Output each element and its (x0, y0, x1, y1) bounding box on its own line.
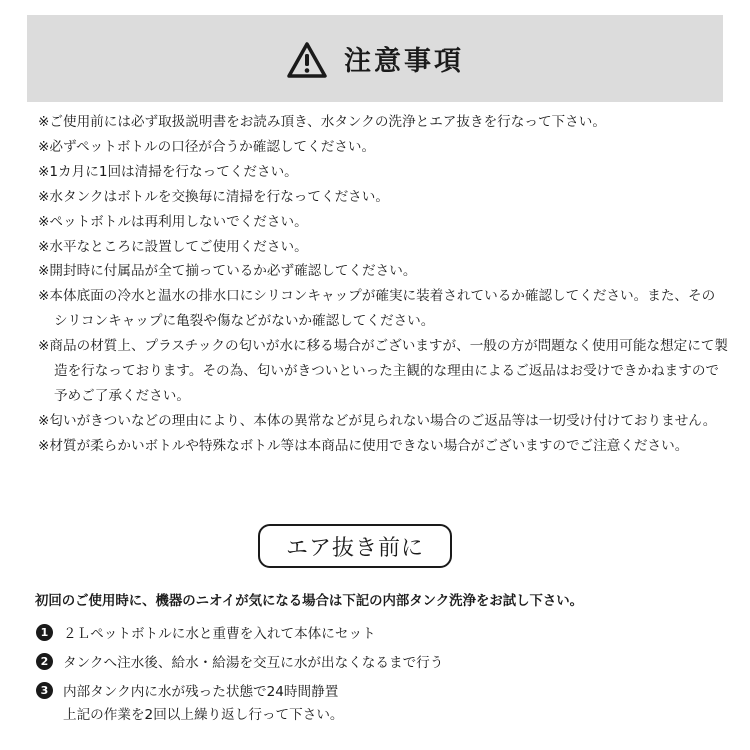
page-title: 注意事項 (344, 46, 464, 77)
section-lead-text: 初回のご使用時に、機器のニオイが気になる場合は下記の内部タンク洗浄をお試し下さい。 (35, 594, 584, 609)
caution-note: ※1カ月に1回は清掃を行なってください。 (38, 163, 298, 180)
step-number-badge: 3 (36, 682, 53, 699)
step-item (36, 651, 443, 671)
caution-note: ※開封時に付属品が全て揃っているか必ず確認してください。 (38, 263, 417, 280)
header-banner (27, 15, 723, 102)
step-text: ２Ｌペットボトルに水と重曹を入れて本体にセット (63, 626, 376, 642)
caution-note: ※ペットボトルは再利用しないでください。 (38, 213, 308, 230)
section-title-box: エア抜き前に (258, 524, 452, 568)
caution-note: ※本体底面の冷水と温水の排水口にシリコンキャップが確実に装着されているか確認してください。また、そのシリコンキャップに亀裂や傷などがないか確認してください。 (38, 288, 716, 330)
caution-notes-list (38, 110, 728, 459)
step-text: タンクへ注水後、給水・給湯を交互に水が出なくなるまで行う (63, 655, 444, 671)
step-item (36, 622, 376, 642)
caution-note: ※商品の材質上、プラスチックの匂いが水に移る場合がございますが、一般の方が問題なく使用可能な想定にて製造を行なっております。その為、匂いがきついといった主観的な理由によるご返品はお受けできかねますので予めご了承ください。 (38, 338, 728, 404)
caution-note: ※ご使用前には必ず取扱説明書をお読み頂き、水タンクの洗浄とエア抜きを行なって下さい。 (38, 114, 606, 130)
step-text: 内部タンク内に水が残った状態で24時間静置 (63, 684, 339, 700)
caution-note: ※水タンクはボトルを交換毎に清掃を行なってください。 (38, 188, 389, 205)
step-number-badge: 1 (36, 624, 53, 641)
step-item (36, 680, 338, 700)
caution-note: ※必ずペットボトルの口径が合うか確認してください。 (38, 138, 376, 155)
caution-note: ※匂いがきついなどの理由により、本体の異常などが見られない場合のご返品等は一切受け付けておりません。 (38, 412, 717, 429)
caution-note: ※材質が柔らかいボトルや特殊なボトル等は本商品に使用できない場合がございますのでご注意ください。 (38, 437, 689, 454)
caution-note: ※水平なところに設置してご使用ください。 (38, 238, 308, 255)
step-number-badge: 2 (36, 653, 53, 670)
step-footnote: 上記の作業を2回以上繰り返し行って下さい。 (63, 707, 344, 723)
warning-triangle-icon (286, 41, 328, 79)
